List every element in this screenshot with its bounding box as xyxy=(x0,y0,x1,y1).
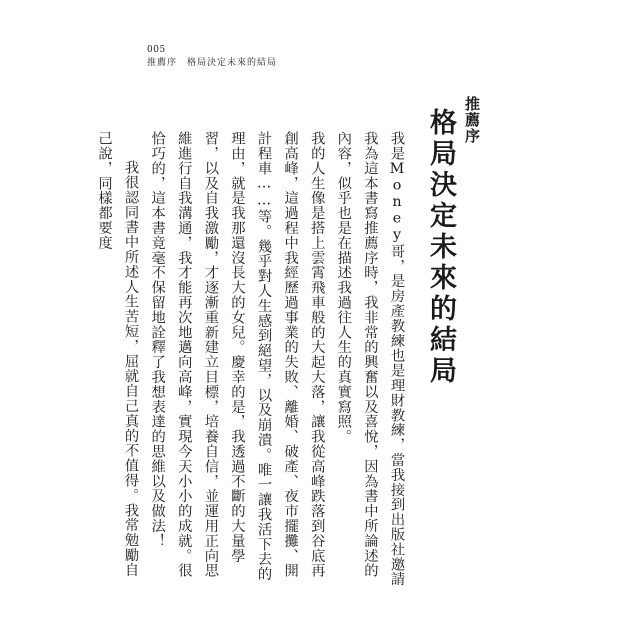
chapter-title: 格局決定未來的結局 xyxy=(425,108,456,387)
paragraph: 我很認同書中所述人生苦短，屈就自己真的不值得。我常勉勵自己說，同樣都要度 xyxy=(96,131,140,577)
paragraph: 我的人生像是搭上雲霄飛車般的大起大落，讓我從高峰跌落到谷底再創高峰，這過程中我經歷過事業的失敗、離婚、破產、夜市擺攤、開計程車……等。幾乎對人生感到絕望，以及崩潰。唯一讓我活下去的理由，就是我那還沒長大的女兒。慶幸的是，我透過不斷的大量學習，以及自我激勵，才逐漸重新建立目標，培養自信，並運用正向思維進行自我溝通，我才能再次地邁向高峰，實現今天小小的成就。很恰巧的，這本書竟毫不保留地詮釋了我想表達的思維以及做法！ xyxy=(149,131,326,582)
running-head-section: 推薦序 格局決定未來的結局 xyxy=(147,58,278,68)
page-number: 005 xyxy=(147,45,166,55)
paragraph: 我是Money哥，是房產教練也是理財教練，當我接到出版社邀請我為這本書寫推薦序時，我非常的興奮以及喜悅，因為書中所論述的內容，似乎也是在描述我過往人生的真實寫照。 xyxy=(335,131,405,587)
body-text xyxy=(91,131,410,591)
running-head xyxy=(147,44,277,69)
preface-label: 推薦序 xyxy=(463,96,481,144)
